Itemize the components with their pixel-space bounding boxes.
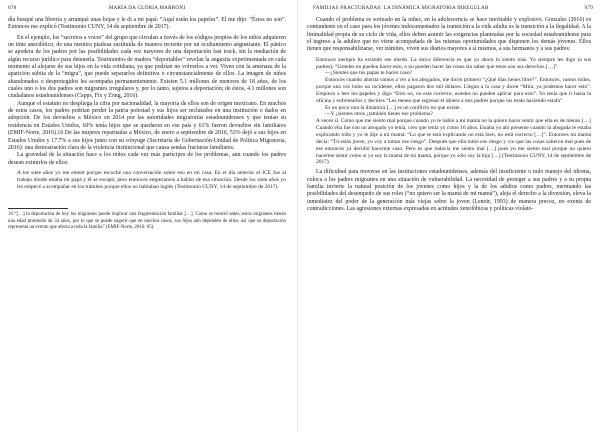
block-quote xyxy=(316,57,591,167)
quote-paragraph: Entonces siempre ha existido ese miedo. La única diferencia es que yo ahora lo siento más. Yo siempre les digo (a sus padres): “Ustedes no pueden hacer esto, o no pueden hacer las cosas sin saber que estos son sus derechos […]”. xyxy=(316,56,591,70)
left-page-body xyxy=(8,17,286,427)
right-page-number: 679 xyxy=(584,5,593,11)
footnote-text: 16 “[…] la deportación de hoy los migrantes puede implicar una fragmentación familiar […]. Como se mostró antes, estos migrantes tienen una edad promedio de 34 años, por lo que se puede sugerir que en muchos casos, sus hijos aún dependen de ellos, así que su deportación representa un evento que afecta a toda la familia” (EMIF-Norte, 2016: 65). xyxy=(8,212,286,230)
paragraph: Aunque el estatuto no despliega la cifra por nacionalidad, la mayoría de ellos son de origen mexicano. En muchos de estos casos, los padres podrían perder la patria potestad y sus hijos ser reclutados en una institución o dados en adopción. De los devueltos a México en 2014 por las autoridades migratorias estadounidenses y que tenían su residencia en Estados Unidos, 60% tenía hijos que se quedaron en ese país y 61% fueron devueltos sin familiares (EMIF-Norte, 2016).16 De las mujeres repatriadas a México, de enero a septiembre de 2016, 53% dejó a sus hijos en Estados Unidos y 17.7% a sus hijos junto con su cónyuge (Secretaría de Gobernación-Unidad de Política Migratoria, 2016): una demostración clara de la violencia institucional que causa sendas fracturas familiares. xyxy=(8,100,286,151)
paragraph: Cuando el problema es sorteado en la niñez, en la adolescencia se hace inevitable y explosivo. Gonzales (2016) es contundente en el caso para los jóvenes indocumentados la transición a la vida adulta es la transición a la ilegalidad. A la liminalidad propia de su ciclo de vida, ellos deben asumir las exigencias planteadas por la sociedad estadounidense para el ingreso a la adultez que no viene acompañada de las mismas oportunidades que disponen los demás jóvenes. Ellos tienen que responsabilizarse, ver trámites, viven sus diarios mayores a sí mismos, a sus hermanos y a sus padres: xyxy=(307,17,591,53)
right-page xyxy=(305,0,597,431)
left-page xyxy=(0,0,290,431)
quote-paragraph: Entonces cuando ahorita vamos a ver a los abogados, me dicen primero “¿Qué días tienes libre?”. Entonces, vamos todos, porque una vez hubo un incidente, ellos pagaron dos mil dólares. Llegan a la casa y dicen “Mira, ya podemos hacer esto”. Empiezo a leer los papeles y digo “Esto no, no está correcto; ustedes no pueden aplicar para esto”. Yo tenía que ir hasta la oficina y enfrentarlos y decirles “Les tienen que regresar el dinero a mis padres porque los están haciendo estafa”. xyxy=(316,77,591,104)
quote-paragraph: Es un poco rara la dinámica […] es un conflicto no que existe. xyxy=(325,104,461,111)
paragraph-continued: día busqué una librería y arranqué unas hojas y le di a mi papá: “Aquí están los papeles”. El me dijo: “Éstos no son”. Entonces me explicó (Testimonio CUNY, 14 de septiembre de 2017). xyxy=(8,17,286,31)
quote-paragraph: A veces sí. Como que me siento mal porque cuando yo le hablo a mi mamá no la quiero hacer sentir que ella es de menos […] Cuando ella fue con un abogado yo tenía, creo que tenía yo como 16 años. Estaba yo ahí presente cuando la abogada le estaba explicando todo y yo le dije a mi mamá: “Lo que te está explicando no está bien, no está correcto […]”. Entonces mi mamá decía: “Tú estás joven, yo voy a tomar ese riesgo”. Después que ella tomó ese riesgo y vio que las cosas salieron mal pues de ese entonces ya decidió hacerme caso. Pero es que todavía me siento mal […] pues yo me siento mal porque no quiero hacerme sentir como si yo soy la mamá de mi mamá, porque yo sólo soy la hija […] (Testimonio CUNY, 14 de septiembre de 2017). xyxy=(316,118,591,166)
quote-paragraph: —Y ¿sientes otros ¿también tienes ese problema? xyxy=(325,111,433,118)
footnote xyxy=(8,212,286,230)
right-page-body xyxy=(307,17,591,427)
gutter xyxy=(297,0,298,431)
block-quote xyxy=(17,170,286,191)
right-running-head: FAMILIAS FRACTURADAS: LA DINÁMICA MIGRATORIA IRREGULAR xyxy=(313,5,489,11)
quote-paragraph: A los siete años yo me enteré porque escuché una conversación sobre eso en mi casa. En el día anterior el ICE fue al trabajo donde estaba mi papá y él se escapó; pero entonces empezamos a hablar de esa situación. Desde los siete años yo les empecé a acompañar en los trámites porque ellos no hablaban inglés (Testimonio CUNY, 14 de septiembre de 2017). xyxy=(17,169,286,190)
left-running-head: MARÍA DA GLORIA MARRONI xyxy=(108,5,186,11)
paragraph: En el ejemplo, los “secretos a voces” del grupo que circulan a través de los códigos propios de los niños adquieren un tinte anecdótico, de una mentira piadosa sustituida de manera reciente por un ocultamiento angustiante. El pánico se apodera de los padres por las posibilidades cada vez mayores de una deportación fast track, sin la mediación de algún recurso jurídico para detenerla. Testimonios de madres “deportables” revelan la angustia experimentada en cada momento al alejarse de sus hijos en la vida cotidiana, ya que podrían no volverlos a ver. Viven con la amenaza de la aparición súbita de la “migra”, que puede separarlos definitiva o circunstancialmente de ellos. La imagen de niños abandonados o desprotegidos les acompaña permanentemente. Existen 5.1 millones de menores de 18 años, de los cuales uno o los dos padres son migrantes irregulares y, por lo tanto, sujetos a deportación; de éstos, 4.1 millones son ciudadanos estadounidenses (Capps, Fix y Zong, 2016). xyxy=(8,34,286,100)
quote-paragraph: —¿Sientes que tus papás te hacen caso? xyxy=(325,70,412,77)
left-page-header xyxy=(8,5,286,15)
right-page-header xyxy=(313,5,593,15)
paragraph: La dificultad para moverse en las instituciones estadounidenses, además del insuficiente o nulo manejo del idioma, coloca a los padres migrantes en una situación de vulnerabilidad. La necesidad de proteger a sus padres y a su propia familia invierte la natural posición de los jóvenes como hijos y la de los adultos como padres, mermando las posibilidades del desempeño de sus roles (“no quiero ser la mamá de mi mamá”), aleja el derecho a la diversión, eleva la inmediatez del poder de la generación más viejas sobre la joven (Lenoir, 1993) de manera precoz, no exenta de contradicciones. Las agresiones externas expresadas en actitudes xenofóbicas y políticas violato- xyxy=(307,169,591,212)
paragraph: La gravedad de la situación hace a los niños cada vez más partícipes de los problemas, aun cuando los padres desean eximirlos de ellos: xyxy=(8,152,286,166)
footnote-rule xyxy=(8,208,68,209)
left-page-number: 678 xyxy=(8,5,17,11)
